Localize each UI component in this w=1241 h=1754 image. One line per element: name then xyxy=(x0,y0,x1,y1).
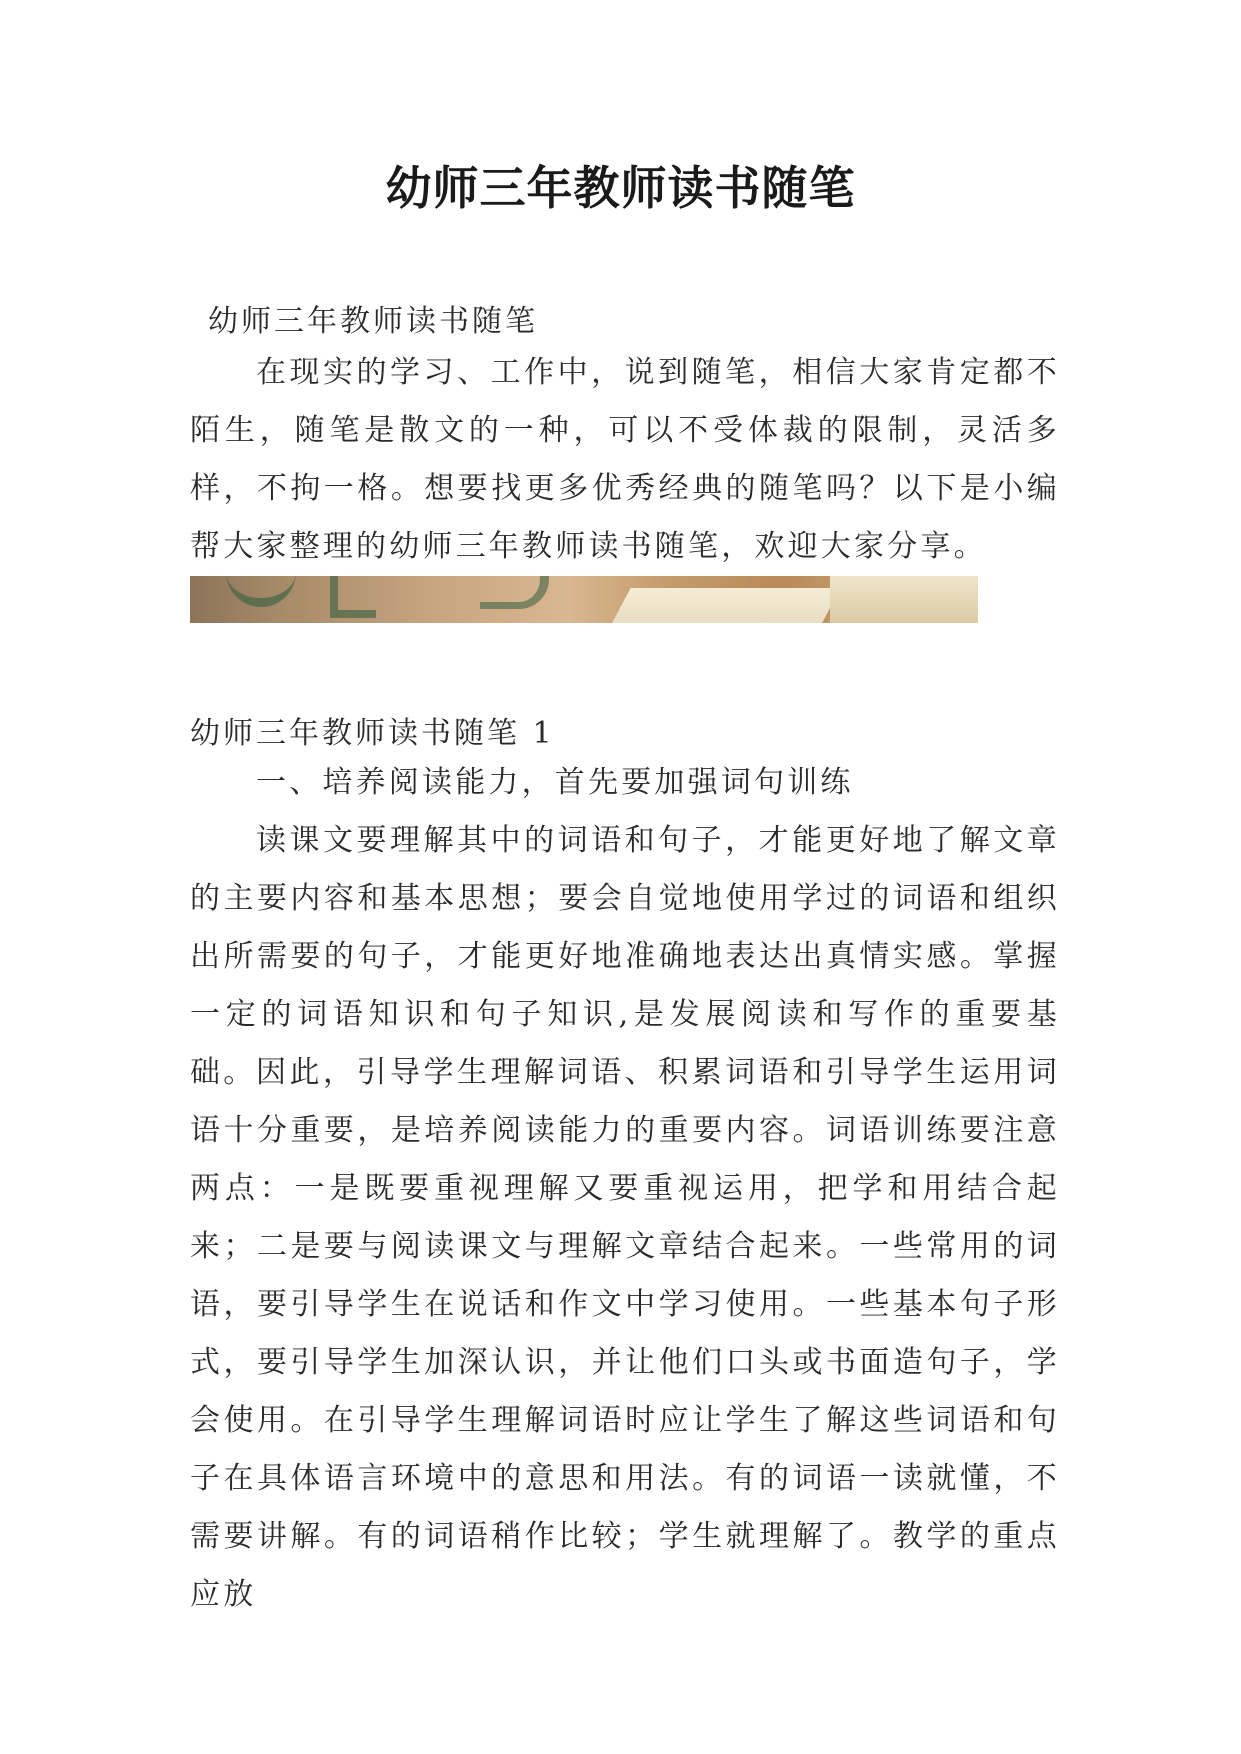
section-paragraph: 读课文要理解其中的词语和句子，才能更好地了解文章的主要内容和基本思想；要会自觉地使用学过的词语和组织出所需要的句子，才能更好地准确地表达出真情实感。掌握一定的词语知识和句子知识,是发展阅读和写作的重要基础。 xyxy=(190,823,1060,1090)
banner-calligraphy-stroke xyxy=(480,576,549,609)
intro-paragraph: 在现实的学习、工作中，说到随笔，相信大家肯定都不陌生，随笔是散文的一种，可以不受体裁的限制，灵活多样，不拘一格。想要找更多优秀经典的随笔吗？以下是小编帮大家整理的幼师三年教师读书随笔，欢迎大家分享。 xyxy=(190,355,1060,564)
banner-calligraphy-stroke xyxy=(330,576,376,618)
section-paragraph: 因此，引导学生理解词语、积累词语和引导学生运用词语十分重要，是培养阅读能力的重要内容。词语训练要注意两点：一是既要重视理解又要重视运用，把学和用结合起来；二是要与阅读课文与理解文章结合起来。一些常用的词语，要引导学生在说话和作文中学习使用。一些基本句子形式，要引导学生加深认识，并让他们口头或书面造句子，学会使用。在引导学生理解词语时应让学生了解这些词语和句子在具体语言环境中的意思和用法。有的词语一读就懂，不需要讲解。有的词语稍作比较；学生就理解了。教学的重点应放 xyxy=(190,1055,1060,1612)
document-subtitle: 幼师三年教师读书随笔 xyxy=(208,304,538,339)
document-title: 幼师三年教师读书随笔 xyxy=(385,161,856,215)
section-heading: 幼师三年教师读书随笔 1 xyxy=(190,716,555,751)
banner-book-page xyxy=(830,576,978,623)
banner-book-page xyxy=(609,588,840,623)
banner-image xyxy=(190,576,978,623)
banner-calligraphy-stroke xyxy=(226,576,296,607)
section-point-heading: 一、培养阅读能力，首先要加强词句训练 xyxy=(256,765,854,800)
